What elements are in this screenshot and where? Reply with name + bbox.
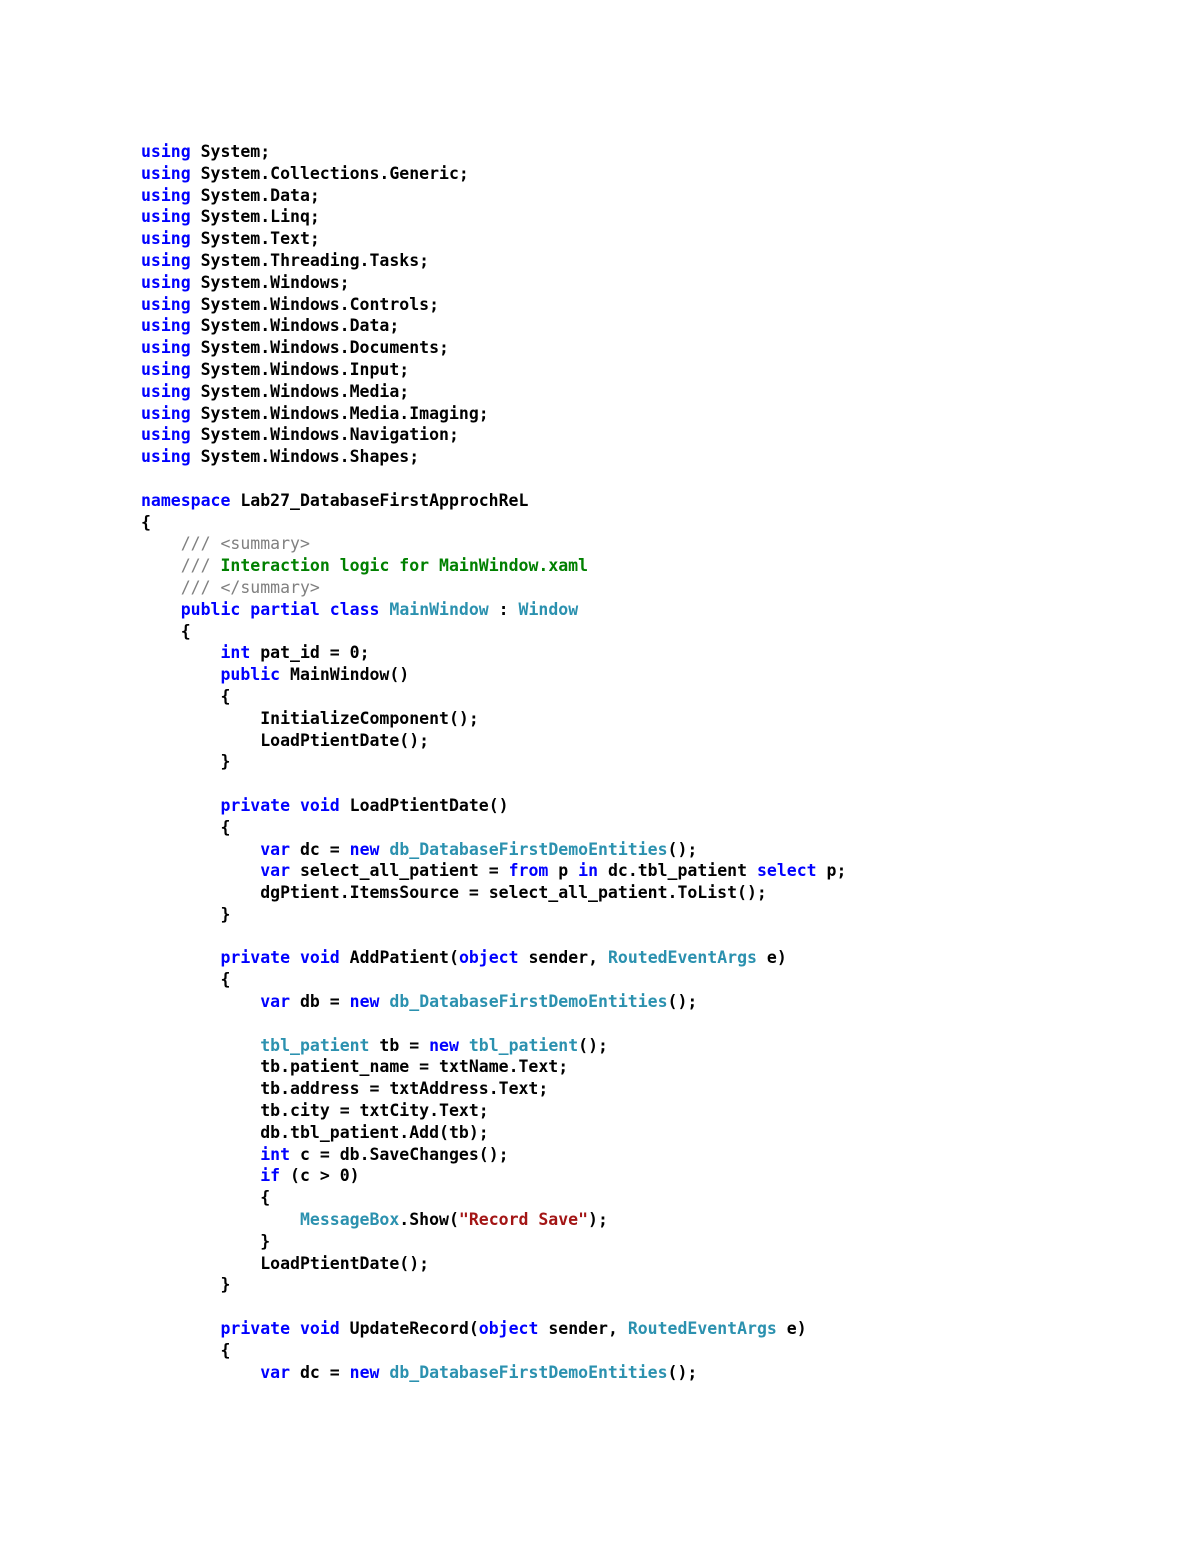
code-token: MainWindow() bbox=[280, 665, 410, 685]
indent bbox=[141, 1188, 260, 1207]
code-token: .Show( bbox=[399, 1210, 459, 1230]
code-token: sender, bbox=[518, 948, 608, 968]
code-token: (); bbox=[667, 992, 698, 1012]
indent bbox=[141, 1057, 260, 1076]
code-token: public bbox=[180, 599, 241, 619]
code-token: var bbox=[260, 992, 291, 1012]
indent bbox=[141, 1166, 260, 1185]
code-token: dc = bbox=[290, 1362, 350, 1382]
code-token: MessageBox bbox=[299, 1210, 400, 1230]
code-token: e) bbox=[756, 948, 787, 968]
code-token bbox=[320, 600, 330, 619]
code-token: System.Windows.Input; bbox=[190, 359, 410, 379]
code-token: using bbox=[141, 381, 191, 401]
code-token: e) bbox=[776, 1319, 807, 1339]
code-token: tb.address = txtAddress.Text; bbox=[260, 1079, 549, 1099]
code-line bbox=[141, 1013, 1141, 1035]
code-token: System.Windows.Media; bbox=[190, 381, 410, 401]
code-token: RoutedEventArgs bbox=[607, 948, 757, 968]
code-line bbox=[141, 337, 1141, 359]
code-line bbox=[141, 991, 1141, 1013]
code-token: System.Windows.Media.Imaging; bbox=[190, 403, 489, 423]
indent bbox=[141, 1036, 260, 1055]
code-token: { bbox=[220, 970, 231, 990]
code-line bbox=[141, 272, 1141, 294]
code-line bbox=[141, 206, 1141, 228]
code-line bbox=[141, 751, 1141, 773]
code-token: { bbox=[180, 621, 191, 641]
code-token: LoadPtientDate() bbox=[339, 795, 509, 815]
code-token: pat_id = 0; bbox=[250, 643, 370, 663]
code-token: sender, bbox=[538, 1319, 628, 1339]
code-token: from bbox=[508, 861, 549, 881]
code-line bbox=[141, 512, 1141, 534]
code-token: { bbox=[141, 512, 151, 532]
code-token: db.tbl_patient.Add(tb); bbox=[260, 1122, 489, 1142]
indent bbox=[141, 796, 220, 815]
code-token: (); bbox=[667, 1362, 698, 1382]
code-token: LoadPtientDate(); bbox=[260, 730, 430, 750]
code-line bbox=[141, 403, 1141, 425]
code-token: namespace bbox=[141, 490, 231, 510]
code-token: using bbox=[141, 163, 191, 183]
code-token: System.Collections.Generic; bbox=[190, 163, 469, 183]
code-token: new bbox=[349, 839, 380, 859]
code-line bbox=[141, 686, 1141, 708]
code-token: System.Data; bbox=[190, 185, 320, 205]
code-token: /// </summary> bbox=[180, 577, 320, 597]
code-line bbox=[141, 795, 1141, 817]
indent bbox=[141, 643, 220, 662]
code-line bbox=[141, 926, 1141, 948]
code-line bbox=[141, 642, 1141, 664]
code-token: private bbox=[220, 1319, 291, 1339]
code-token: db_DatabaseFirstDemoEntities bbox=[389, 839, 668, 859]
code-token: db = bbox=[290, 992, 350, 1012]
code-token: (); bbox=[667, 839, 698, 859]
code-token: var bbox=[260, 861, 291, 881]
code-token: using bbox=[141, 294, 191, 314]
code-line bbox=[141, 315, 1141, 337]
code-line bbox=[141, 1231, 1141, 1253]
code-line bbox=[141, 947, 1141, 969]
code-token bbox=[459, 1036, 469, 1055]
indent bbox=[141, 578, 181, 597]
code-token: Interaction logic for MainWindow.xaml bbox=[220, 556, 589, 576]
indent bbox=[141, 1341, 220, 1360]
code-token: dgPtient.ItemsSource = select_all_patient.ToList(); bbox=[260, 883, 767, 903]
code-token: select_all_patient = bbox=[290, 861, 509, 881]
code-token: int bbox=[260, 1144, 291, 1164]
code-token: UpdateRecord( bbox=[339, 1319, 479, 1339]
code-line bbox=[141, 468, 1141, 490]
indent bbox=[141, 861, 260, 880]
code-line bbox=[141, 533, 1141, 555]
code-token: select bbox=[756, 861, 817, 881]
code-token: void bbox=[299, 1319, 340, 1339]
code-line bbox=[141, 1296, 1141, 1318]
code-token: var bbox=[260, 1362, 291, 1382]
code-token: (c > 0) bbox=[280, 1166, 360, 1186]
code-token: System.Windows.Documents; bbox=[190, 338, 449, 358]
code-line bbox=[141, 294, 1141, 316]
indent bbox=[141, 665, 220, 684]
code-token: using bbox=[141, 359, 191, 379]
code-token: int bbox=[220, 643, 251, 663]
code-token: object bbox=[458, 948, 519, 968]
code-token: c = db.SaveChanges(); bbox=[290, 1144, 509, 1164]
indent bbox=[141, 970, 220, 989]
code-token: System.Windows; bbox=[190, 272, 350, 292]
code-line bbox=[141, 1274, 1141, 1296]
indent bbox=[141, 883, 260, 902]
code-token: using bbox=[141, 316, 191, 336]
code-token: System.Linq; bbox=[190, 207, 320, 227]
code-line bbox=[141, 599, 1141, 621]
code-token: } bbox=[220, 1275, 231, 1295]
code-token bbox=[290, 796, 300, 815]
code-line bbox=[141, 1340, 1141, 1362]
indent bbox=[141, 1101, 260, 1120]
code-token: tb.patient_name = txtName.Text; bbox=[260, 1057, 569, 1077]
code-token bbox=[379, 840, 389, 859]
code-line bbox=[141, 163, 1141, 185]
code-token: dc.tbl_patient bbox=[598, 861, 757, 881]
code-token: new bbox=[429, 1035, 459, 1055]
code-listing bbox=[141, 141, 1141, 1383]
code-line bbox=[141, 839, 1141, 861]
code-token: public bbox=[220, 665, 281, 685]
code-token: { bbox=[260, 1188, 271, 1208]
code-token: void bbox=[299, 795, 340, 815]
code-token: void bbox=[299, 948, 340, 968]
code-line bbox=[141, 730, 1141, 752]
code-token bbox=[290, 1319, 300, 1338]
code-token: using bbox=[141, 207, 191, 227]
code-line bbox=[141, 577, 1141, 599]
code-token: } bbox=[260, 1231, 271, 1251]
code-token: RoutedEventArgs bbox=[627, 1319, 777, 1339]
code-token: /// bbox=[180, 556, 221, 576]
indent bbox=[141, 1275, 220, 1294]
code-line bbox=[141, 381, 1141, 403]
code-line bbox=[141, 1100, 1141, 1122]
code-token: System.Windows.Navigation; bbox=[190, 425, 459, 445]
code-token: ); bbox=[588, 1210, 608, 1230]
code-token: db_DatabaseFirstDemoEntities bbox=[389, 1362, 668, 1382]
code-token: tbl_patient bbox=[260, 1035, 370, 1055]
code-line bbox=[141, 490, 1141, 512]
indent bbox=[141, 556, 181, 575]
code-line bbox=[141, 359, 1141, 381]
code-line bbox=[141, 773, 1141, 795]
code-token: using bbox=[141, 272, 191, 292]
code-token: using bbox=[141, 447, 191, 467]
code-token: using bbox=[141, 403, 191, 423]
code-line bbox=[141, 141, 1141, 163]
code-token: tb.city = txtCity.Text; bbox=[260, 1101, 489, 1121]
indent bbox=[141, 1363, 260, 1382]
code-token: using bbox=[141, 250, 191, 270]
indent bbox=[141, 992, 260, 1011]
indent bbox=[141, 752, 220, 771]
code-line bbox=[141, 904, 1141, 926]
code-line bbox=[141, 708, 1141, 730]
code-token: p; bbox=[816, 861, 847, 881]
code-line bbox=[141, 250, 1141, 272]
indent bbox=[141, 709, 260, 728]
indent bbox=[141, 818, 220, 837]
indent bbox=[141, 1232, 260, 1251]
code-token: System.Threading.Tasks; bbox=[190, 250, 430, 270]
code-token: partial bbox=[250, 599, 320, 619]
code-token: (); bbox=[578, 1035, 608, 1055]
code-token: System.Windows.Data; bbox=[190, 316, 400, 336]
code-token bbox=[290, 948, 300, 967]
code-token: InitializeComponent(); bbox=[260, 708, 479, 728]
code-token: private bbox=[220, 948, 291, 968]
code-token: object bbox=[478, 1319, 539, 1339]
indent bbox=[141, 687, 220, 706]
indent bbox=[141, 905, 220, 924]
code-token: dc = bbox=[290, 839, 350, 859]
code-line bbox=[141, 228, 1141, 250]
code-line bbox=[141, 1209, 1141, 1231]
code-token: { bbox=[220, 817, 231, 837]
indent bbox=[141, 1145, 260, 1164]
code-token: using bbox=[141, 185, 191, 205]
code-token: new bbox=[349, 1362, 380, 1382]
code-token: } bbox=[220, 904, 231, 924]
code-token: private bbox=[220, 795, 291, 815]
code-token: LoadPtientDate(); bbox=[260, 1253, 430, 1273]
code-token: new bbox=[349, 992, 380, 1012]
indent bbox=[141, 1254, 260, 1273]
indent bbox=[141, 1319, 220, 1338]
code-token: Window bbox=[518, 599, 579, 619]
indent bbox=[141, 1210, 300, 1229]
code-line bbox=[141, 1144, 1141, 1166]
code-token: using bbox=[141, 425, 191, 445]
code-token: var bbox=[260, 839, 291, 859]
code-token: using bbox=[141, 338, 191, 358]
code-line bbox=[141, 185, 1141, 207]
code-token: db_DatabaseFirstDemoEntities bbox=[389, 992, 668, 1012]
code-line bbox=[141, 664, 1141, 686]
code-token: if bbox=[260, 1166, 281, 1186]
code-token: System.Text; bbox=[190, 229, 320, 249]
code-token: { bbox=[220, 1340, 231, 1360]
code-line bbox=[141, 1035, 1141, 1057]
indent bbox=[141, 622, 181, 641]
code-token: /// <summary> bbox=[180, 534, 310, 554]
code-line bbox=[141, 817, 1141, 839]
indent bbox=[141, 1079, 260, 1098]
code-token: } bbox=[220, 752, 231, 772]
indent bbox=[141, 731, 260, 750]
code-token: { bbox=[220, 686, 231, 706]
code-token: class bbox=[329, 599, 380, 619]
code-line bbox=[141, 1078, 1141, 1100]
code-token: in bbox=[578, 861, 599, 881]
code-line bbox=[141, 1187, 1141, 1209]
code-line bbox=[141, 446, 1141, 468]
code-token: using bbox=[141, 142, 191, 161]
code-token: tb = bbox=[369, 1035, 430, 1055]
code-token: : bbox=[488, 599, 519, 619]
code-line bbox=[141, 621, 1141, 643]
code-token: "Record Save" bbox=[458, 1210, 589, 1230]
code-line bbox=[141, 1253, 1141, 1275]
code-line bbox=[141, 555, 1141, 577]
code-token: System.Windows.Controls; bbox=[190, 294, 440, 314]
code-token: System.Windows.Shapes; bbox=[190, 447, 420, 467]
code-token bbox=[240, 600, 250, 619]
code-token bbox=[379, 992, 389, 1011]
code-token bbox=[379, 600, 389, 619]
code-token: Lab27_DatabaseFirstApprochReL bbox=[230, 490, 529, 510]
code-line bbox=[141, 424, 1141, 446]
code-line bbox=[141, 969, 1141, 991]
code-line bbox=[141, 1362, 1141, 1384]
indent bbox=[141, 840, 260, 859]
code-line bbox=[141, 1056, 1141, 1078]
indent bbox=[141, 534, 181, 553]
code-token: System; bbox=[190, 142, 271, 161]
code-line bbox=[141, 1165, 1141, 1187]
indent bbox=[141, 600, 181, 619]
code-line bbox=[141, 882, 1141, 904]
code-line bbox=[141, 860, 1141, 882]
code-line bbox=[141, 1318, 1141, 1340]
indent bbox=[141, 948, 220, 967]
code-token: using bbox=[141, 229, 191, 249]
code-token bbox=[379, 1363, 389, 1382]
code-token: AddPatient( bbox=[339, 948, 459, 968]
code-token: MainWindow bbox=[389, 599, 489, 619]
code-token: tbl_patient bbox=[468, 1035, 579, 1055]
code-line bbox=[141, 1122, 1141, 1144]
code-token: p bbox=[548, 861, 579, 881]
indent bbox=[141, 1123, 260, 1142]
